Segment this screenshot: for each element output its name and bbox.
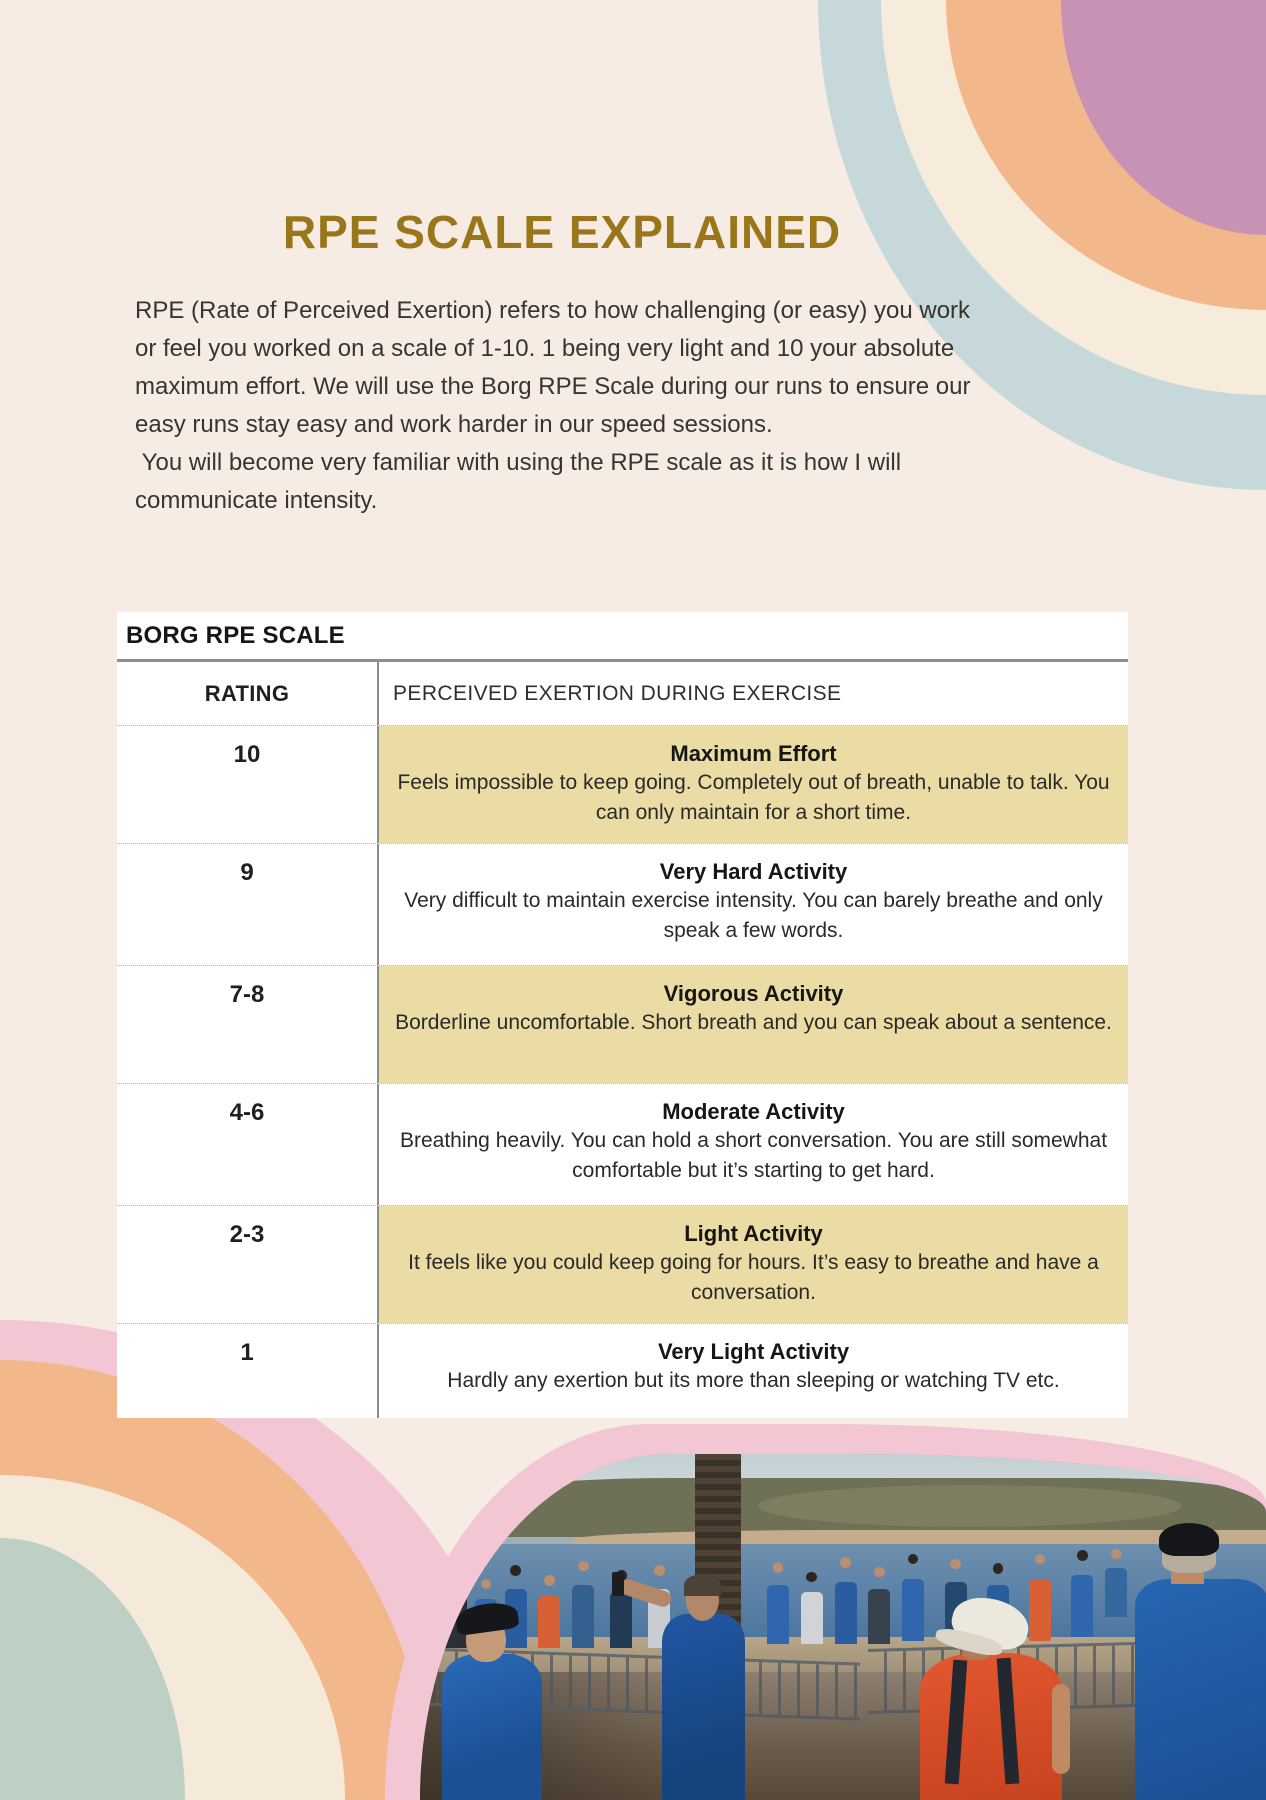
orange-shirt	[920, 1653, 1061, 1799]
description-cell	[379, 844, 1128, 965]
activity-description: Feels impossible to keep going. Completely out of breath, unable to talk. You can only maintain for a short time.	[397, 771, 1110, 824]
rpe-table-row	[117, 1323, 1128, 1418]
black-cap	[1159, 1523, 1219, 1556]
runner-silhouette	[801, 1592, 823, 1644]
rpe-table-row	[117, 725, 1128, 843]
exertion-column-header: PERCEIVED EXERTION DURING EXERCISE	[393, 681, 842, 705]
activity-description: Borderline uncomfortable. Short breath and you can speak about a sentence.	[395, 1011, 1112, 1034]
runner-silhouette	[835, 1582, 857, 1644]
activity-title: Maximum Effort	[670, 741, 837, 766]
runner-silhouette	[572, 1585, 594, 1647]
description-cell	[379, 966, 1128, 1083]
activity-title: Very Light Activity	[657, 1339, 850, 1364]
activity-description: Hardly any exertion but its more than sleeping or watching TV etc.	[447, 1369, 1060, 1392]
intro-text-1: RPE (Rate of Perceived Exertion) refers to how challenging (or easy) you work or feel you worked on a scale of 1-10. 1 being very light and 10 your absolute maximum effort. We will use the Borg RPE Scale during our runs to ensure our easy runs stay easy and work harder in our speed sessions.	[135, 297, 971, 438]
activity-description: Breathing heavily. You can hold a short conversation. You are still somewhat comfortable but it’s starting to get hard.	[399, 1129, 1108, 1182]
runner-silhouette	[868, 1589, 890, 1644]
phone	[612, 1572, 624, 1596]
rating-cell: 7-8	[117, 966, 379, 1083]
foreground-runner-right-edge	[1135, 1523, 1266, 1800]
runner-silhouette	[767, 1585, 789, 1644]
rpe-table-row	[117, 1205, 1128, 1323]
rpe-table-row	[117, 1083, 1128, 1205]
description-cell	[379, 1084, 1128, 1205]
runner-silhouette	[1071, 1575, 1093, 1637]
intro-paragraph	[135, 292, 981, 520]
runner-shirt	[442, 1654, 541, 1800]
description-cell	[379, 1206, 1128, 1323]
runner-silhouette	[610, 1592, 632, 1647]
foreground-runner-phone	[648, 1579, 758, 1800]
rating-column-header: RATING	[117, 662, 379, 725]
rating-cell: 9	[117, 844, 379, 965]
borg-rpe-table-card	[117, 612, 1128, 1418]
foreground-runner-white-cap	[911, 1599, 1072, 1800]
activity-title: Very Hard Activity	[659, 859, 848, 884]
runner-shirt	[1135, 1579, 1266, 1800]
rpe-table-row	[117, 965, 1128, 1083]
race-photo	[420, 1454, 1266, 1800]
runner-hair	[684, 1574, 721, 1596]
rating-cell: 1	[117, 1324, 379, 1418]
activity-title: Vigorous Activity	[663, 981, 844, 1006]
photo-hills-highlight	[758, 1485, 1181, 1527]
intro-text-2: You will become very familiar with using the RPE scale as it is how I will communicate intensity.	[135, 449, 908, 514]
activity-description: It feels like you could keep going for hours. It’s easy to breathe and have a conversation.	[408, 1251, 1099, 1304]
runner-shirt	[662, 1614, 746, 1800]
activity-title: Light Activity	[684, 1221, 823, 1246]
foreground-runner-black-cap	[433, 1613, 551, 1800]
rating-cell: 10	[117, 726, 379, 843]
runner-arm	[1052, 1684, 1070, 1774]
activity-description: Very difficult to maintain exercise intensity. You can barely breathe and only speak a few words.	[404, 889, 1103, 942]
table-header-row	[117, 659, 1128, 725]
runner-silhouette	[1105, 1568, 1127, 1616]
rating-cell: 2-3	[117, 1206, 379, 1323]
description-cell	[379, 726, 1128, 843]
description-cell	[379, 1324, 1128, 1418]
table-body	[117, 725, 1128, 1418]
activity-title: Moderate Activity	[662, 1099, 845, 1124]
rating-cell: 4-6	[117, 1084, 379, 1205]
page-title: RPE SCALE EXPLAINED	[282, 206, 842, 258]
rpe-table-row	[117, 843, 1128, 965]
table-title: BORG RPE SCALE	[126, 621, 345, 649]
